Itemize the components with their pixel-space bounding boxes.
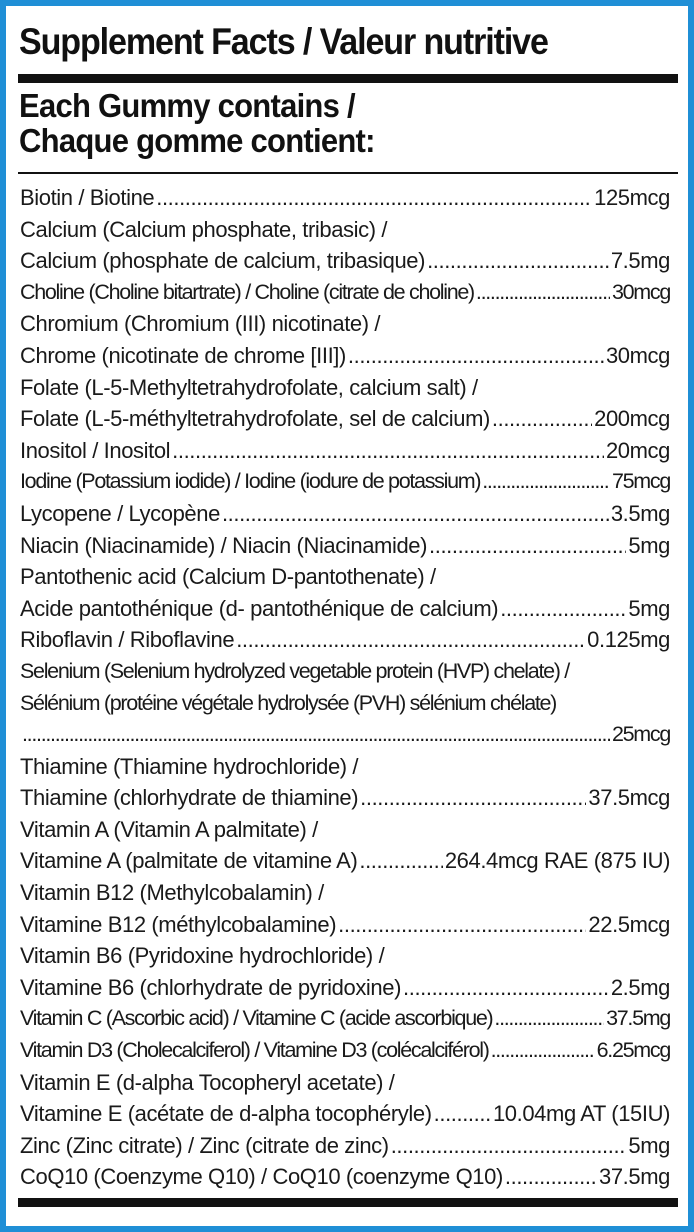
- nutrient-label: Vitamin D3 (Cholecalciferol) / Vitamine D3 (colécalciférol): [20, 1038, 489, 1063]
- nutrient-leader-line: [20, 719, 670, 751]
- nutrient-amount: 6.25mcg: [596, 1038, 670, 1063]
- nutrient-amount: 25mcg: [611, 722, 670, 747]
- nutrient-amount: 5mg: [628, 595, 670, 621]
- nutrient-list: [20, 182, 670, 1193]
- nutrient-leader-line: [20, 182, 670, 214]
- dot-leader: [491, 1035, 595, 1067]
- dot-leader: [222, 498, 609, 530]
- nutrient-label: Vitamine E (acétate de d-alpha tocophéryle): [20, 1101, 432, 1127]
- nutrient-row: [20, 656, 670, 751]
- nutrient-leader-line: [20, 1130, 670, 1162]
- nutrient-leader-line: [20, 972, 670, 1004]
- bottom-rule: [18, 1198, 678, 1207]
- nutrient-leader-line: [20, 466, 670, 498]
- heading-rule: [18, 172, 678, 174]
- nutrient-leader-line: [20, 1161, 670, 1193]
- nutrient-amount: 0.125mg: [587, 627, 670, 653]
- nutrient-row: [20, 1035, 670, 1067]
- nutrient-leader-line: [20, 245, 670, 277]
- nutrient-amount: 37.5mcg: [588, 785, 670, 811]
- nutrient-row: [20, 814, 670, 877]
- nutrient-row: [20, 277, 670, 309]
- nutrient-label-line: Thiamine (Thiamine hydrochloride) /: [20, 753, 359, 779]
- nutrient-label: Acide pantothénique (d- pantothénique de calcium): [20, 595, 499, 621]
- nutrient-label: Vitamine B12 (méthylcobalamine): [20, 911, 337, 937]
- nutrient-amount: 20mcg: [605, 437, 670, 463]
- nutrient-leader-line: [20, 845, 670, 877]
- nutrient-row: [20, 877, 670, 940]
- nutrient-leader-line: [20, 1003, 670, 1035]
- nutrient-amount: 264.4mcg RAE (875 IU): [444, 848, 670, 874]
- nutrient-leader-line: [20, 593, 670, 625]
- nutrient-row: [20, 1130, 670, 1162]
- nutrient-leader-line: [20, 403, 670, 435]
- nutrient-leader-line: [20, 530, 670, 562]
- nutrient-row: [20, 1003, 670, 1035]
- nutrient-row: [20, 561, 670, 624]
- dot-leader: [482, 466, 610, 498]
- nutrient-label-line: Selenium (Selenium hydrolyzed vegetable protein (HVP) chelate) /: [20, 658, 569, 683]
- dot-leader: [403, 972, 609, 1004]
- nutrient-row: [20, 498, 670, 530]
- supplement-facts-panel: [6, 6, 688, 1226]
- nutrient-amount: 125mcg: [594, 185, 670, 210]
- nutrient-leader-line: [20, 1098, 670, 1130]
- nutrient-leader-line: [20, 782, 670, 814]
- nutrient-label: Vitamine A (palmitate de vitamine A): [20, 848, 358, 874]
- dot-leader: [476, 277, 610, 309]
- nutrient-row: [20, 372, 670, 435]
- nutrient-leader-line: [20, 277, 670, 309]
- nutrient-amount: 5mg: [628, 1132, 670, 1158]
- dot-leader: [492, 403, 592, 435]
- nutrient-row: [20, 1067, 670, 1130]
- nutrient-amount: 22.5mcg: [588, 911, 670, 937]
- dot-leader: [359, 845, 442, 877]
- nutrient-label: Zinc (Zinc citrate) / Zinc (citrate de zinc): [20, 1132, 389, 1158]
- nutrient-amount: 37.5mg: [599, 1164, 670, 1190]
- nutrient-row: [20, 1161, 670, 1193]
- nutrient-row: [20, 751, 670, 814]
- dot-leader: [172, 435, 604, 467]
- dot-leader: [348, 340, 604, 372]
- nutrient-label-line: Vitamin B6 (Pyridoxine hydrochloride) /: [20, 943, 385, 969]
- nutrient-leader-line: [20, 498, 670, 530]
- nutrient-label-line: Calcium (Calcium phosphate, tribasic) /: [20, 216, 388, 242]
- nutrient-label: Iodine (Potassium iodide) / Iodine (iodure de potassium): [20, 469, 481, 494]
- nutrient-leader-line: [20, 340, 670, 372]
- dot-leader: [427, 245, 609, 277]
- nutrient-leader-line: [20, 624, 670, 656]
- dot-leader: [429, 530, 626, 562]
- nutrient-amount: 2.5mg: [610, 974, 670, 1000]
- nutrient-label-line: Pantothenic acid (Calcium D-pantothenate) /: [20, 564, 436, 590]
- nutrient-label: Vitamin C (Ascorbic acid) / Vitamine C (acide ascorbique): [20, 1006, 493, 1031]
- nutrient-amount: 30mcg: [605, 342, 670, 368]
- nutrient-row: [20, 435, 670, 467]
- nutrient-amount: 37.5mg: [606, 1006, 670, 1031]
- nutrient-amount: 200mcg: [594, 406, 670, 432]
- nutrient-row: [20, 308, 670, 371]
- nutrient-label: Inositol / Inositol: [20, 437, 171, 463]
- dot-leader: [22, 719, 610, 751]
- nutrient-label-line: Vitamin B12 (Methylcobalamin) /: [20, 880, 324, 906]
- nutrient-label: Chrome (nicotinate de chrome [III]): [20, 342, 346, 368]
- nutrient-label: CoQ10 (Coenzyme Q10) / CoQ10 (coenzyme Q10): [20, 1164, 503, 1190]
- nutrient-amount: 3.5mg: [610, 500, 670, 526]
- dot-leader: [360, 782, 586, 814]
- dot-leader: [434, 1098, 491, 1130]
- dot-leader: [156, 182, 592, 214]
- dot-leader: [391, 1130, 627, 1162]
- nutrient-label-line: Vitamin E (d-alpha Tocopheryl acetate) /: [20, 1069, 395, 1095]
- nutrient-amount: 30mcg: [611, 279, 670, 304]
- nutrient-label: Calcium (phosphate de calcium, tribasique): [20, 248, 426, 274]
- serving-heading-fr: Chaque gomme contient:: [19, 122, 375, 159]
- nutrient-label: Niacin (Niacinamide) / Niacin (Niacinamide): [20, 532, 428, 558]
- nutrient-leader-line: [20, 435, 670, 467]
- dot-leader: [500, 593, 626, 625]
- nutrient-label: Thiamine (chlorhydrate de thiamine): [20, 785, 359, 811]
- dot-leader: [505, 1161, 597, 1193]
- nutrient-label: Vitamine B6 (chlorhydrate de pyridoxine): [20, 974, 402, 1000]
- nutrient-label: Lycopene / Lycopène: [20, 500, 220, 526]
- nutrient-leader-line: [20, 909, 670, 941]
- nutrient-amount: 5mg: [628, 532, 670, 558]
- nutrient-label: Biotin / Biotine: [20, 185, 155, 210]
- nutrient-row: [20, 214, 670, 277]
- nutrient-label-line: Folate (L-5-Methyltetrahydrofolate, calcium salt) /: [20, 374, 478, 400]
- panel-title: Supplement Facts / Valeur nutritive: [19, 21, 548, 62]
- dot-leader: [236, 624, 585, 656]
- dot-leader: [338, 909, 586, 941]
- serving-heading: [19, 88, 639, 158]
- serving-heading-en: Each Gummy contains /: [19, 87, 355, 124]
- nutrient-label: Choline (Choline bitartrate) / Choline (citrate de choline): [20, 279, 474, 304]
- nutrient-row: [20, 182, 670, 214]
- nutrient-row: [20, 466, 670, 498]
- nutrient-label-line: Chromium (Chromium (III) nicotinate) /: [20, 311, 381, 337]
- dot-leader: [494, 1003, 604, 1035]
- nutrient-row: [20, 940, 670, 1003]
- nutrient-row: [20, 530, 670, 562]
- title-rule: [18, 74, 678, 83]
- nutrient-amount: 75mcg: [611, 469, 670, 494]
- nutrient-row: [20, 624, 670, 656]
- nutrient-leader-line: [20, 1035, 670, 1067]
- nutrient-label: Folate (L-5-méthyltetrahydrofolate, sel de calcium): [20, 406, 490, 432]
- nutrient-label: Riboflavin / Riboflavine: [20, 627, 235, 653]
- nutrient-label-line: Sélénium (protéine végétale hydrolysée (PVH) sélénium chélate): [20, 690, 557, 715]
- nutrient-amount: 7.5mg: [610, 248, 670, 274]
- nutrient-label-line: Vitamin A (Vitamin A palmitate) /: [20, 816, 318, 842]
- nutrient-amount: 10.04mg AT (15IU): [492, 1101, 670, 1127]
